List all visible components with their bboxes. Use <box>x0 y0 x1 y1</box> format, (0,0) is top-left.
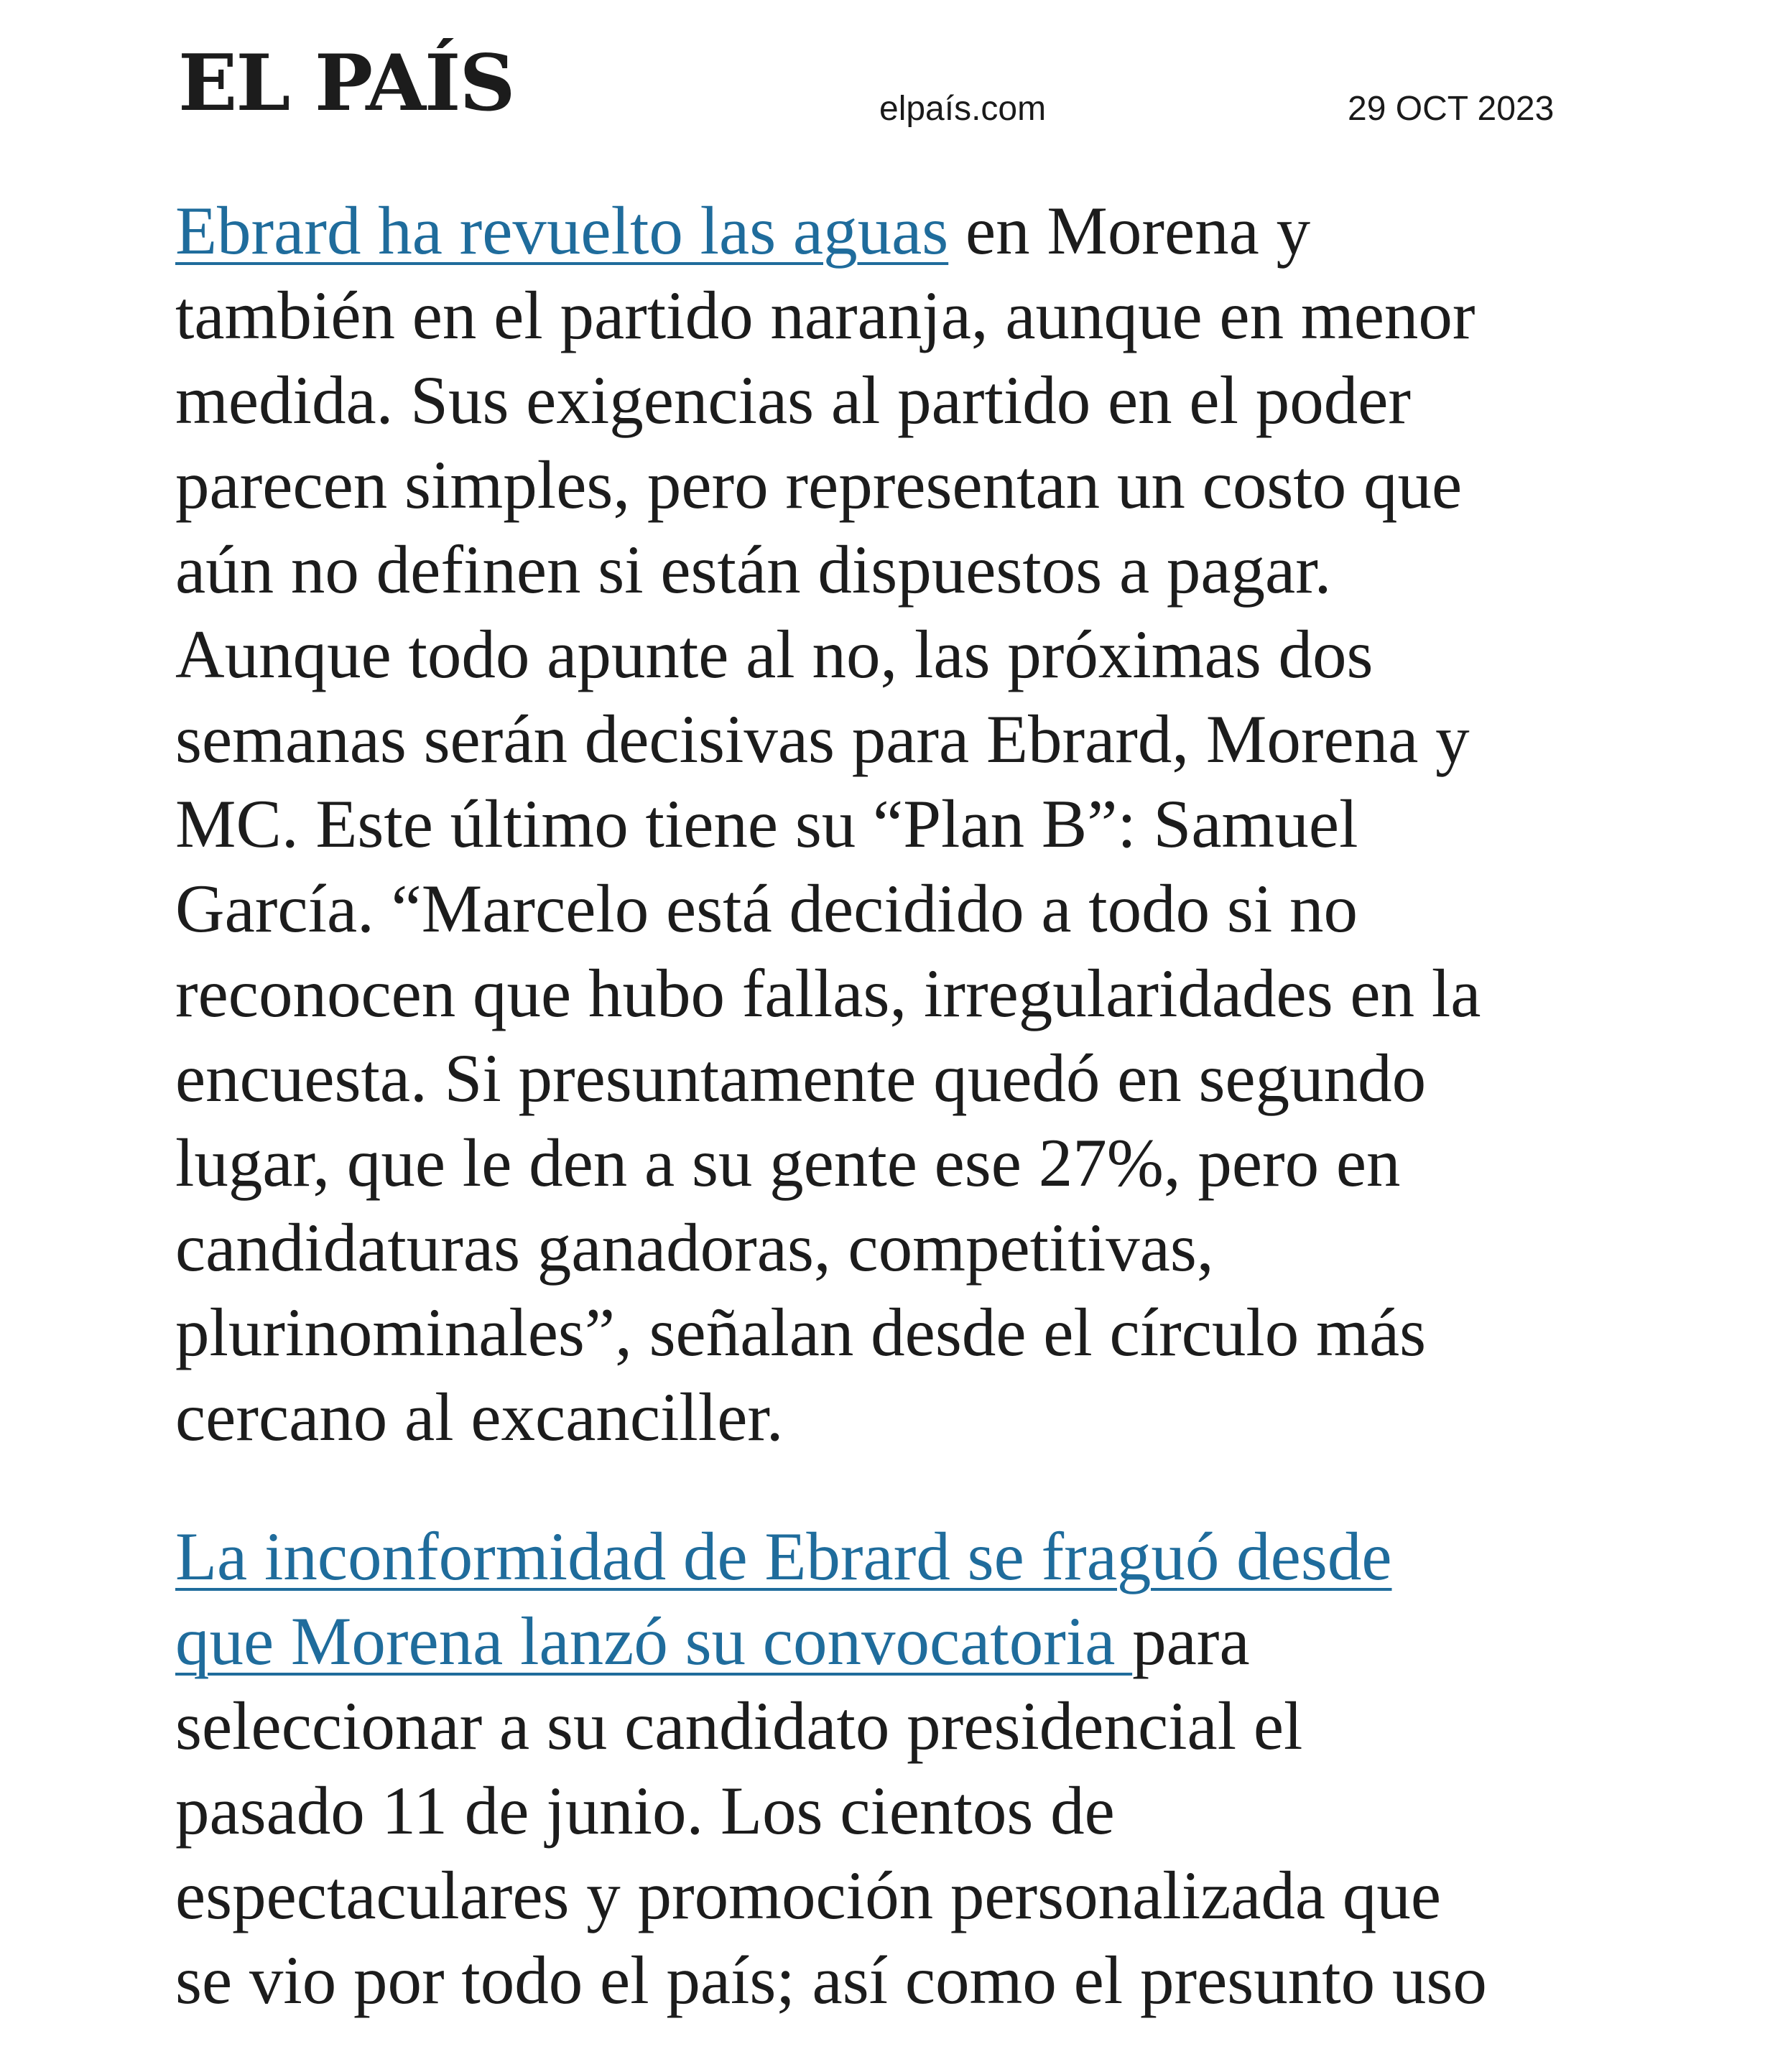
article-body <box>175 188 1619 2022</box>
text-line: semanas serán decisivas para Ebrard, Morena y <box>175 701 1470 777</box>
text-line: encuesta. Si presuntamente quedó en segundo <box>175 1040 1427 1116</box>
paragraph-1 <box>175 188 1619 1459</box>
text-line: se vio por todo el país; así como el presunto uso <box>175 1942 1487 2018</box>
text-line: espectaculares y promoción personalizada que <box>175 1857 1441 1933</box>
link-inconformidad-ebrard-continued[interactable]: que Morena lanzó su convocatoria <box>175 1603 1133 1679</box>
text-line: seleccionar a su candidato presidencial el <box>175 1688 1303 1764</box>
paragraph-2-line-1 <box>175 1514 1619 1599</box>
text-line: Aunque todo apunte al no, las próximas dos <box>175 616 1373 692</box>
text-line: también en el partido naranja, aunque en menor <box>175 277 1476 353</box>
text-line: reconocen que hubo fallas, irregularidades en la <box>175 955 1481 1031</box>
text-line: García. “Marcelo está decidido a todo si no <box>175 870 1358 947</box>
text-line: candidaturas ganadoras, competitivas, <box>175 1209 1214 1286</box>
paragraph-2 <box>175 1514 1619 2022</box>
text-line: plurinominales”, señalan desde el círculo más <box>175 1294 1427 1370</box>
text-line: en Morena y <box>948 192 1311 269</box>
text-line: medida. Sus exigencias al partido en el poder <box>175 362 1412 438</box>
link-inconformidad-ebrard[interactable]: La inconformidad de Ebrard se fraguó desde <box>175 1518 1392 1594</box>
text-line: pasado 11 de junio. Los cientos de <box>175 1773 1115 1849</box>
text-line: aún no definen si están dispuestos a pagar. <box>175 531 1332 608</box>
text-line: cercano al excanciller. <box>175 1379 784 1455</box>
paragraph-2-line-2 <box>175 1599 1619 1683</box>
site-url: elpaís.com <box>879 90 1047 128</box>
text-line: parecen simples, pero representan un costo que <box>175 447 1463 523</box>
clipping-header <box>0 0 1765 165</box>
text-line: para <box>1132 1603 1250 1679</box>
newspaper-logo: EL PAÍS <box>178 38 514 129</box>
text-line: MC. Este último tiene su “Plan B”: Samuel <box>175 786 1358 862</box>
publication-date: 29 OCT 2023 <box>1348 90 1555 128</box>
paragraph-1-line-1 <box>175 188 1619 273</box>
link-ebrard-revuelto[interactable]: Ebrard ha revuelto las aguas <box>175 192 949 269</box>
text-line: lugar, que le den a su gente ese 27%, pero en <box>175 1125 1401 1201</box>
